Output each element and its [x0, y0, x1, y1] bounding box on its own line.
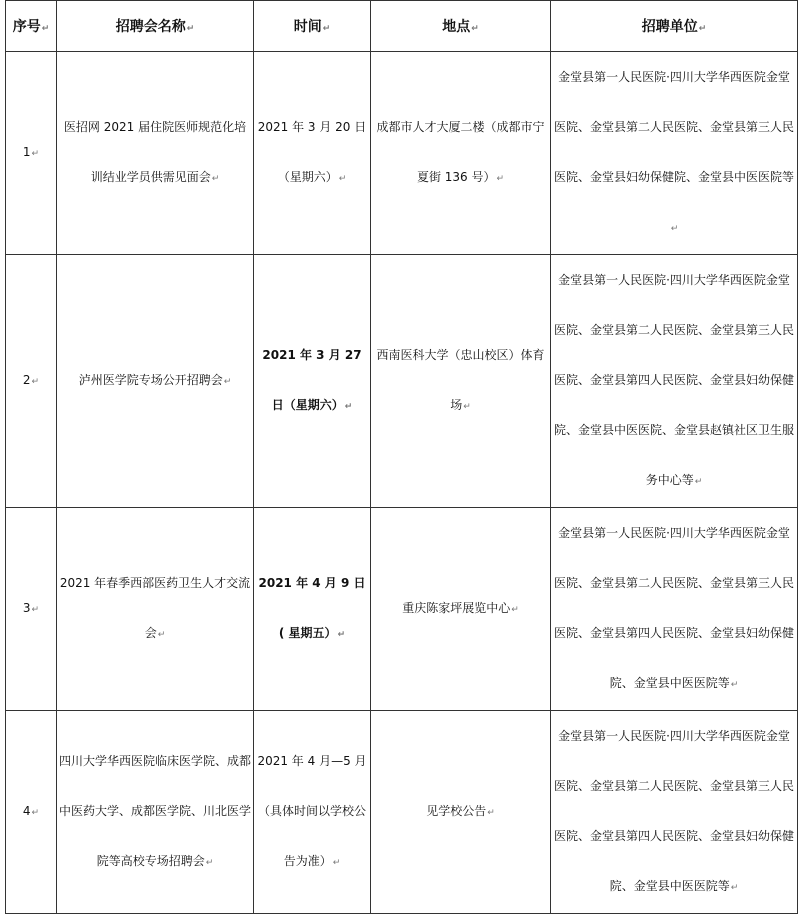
cell-units: 金堂县第一人民医院·四川大学华西医院金堂医院、金堂县第二人民医院、金堂县第三人民医院、金堂县第四人民医院、金堂县妇幼保健院、金堂县中医医院等↵	[551, 711, 798, 914]
cell-time: 2021 年 4 月 9 日( 星期五）↵	[254, 508, 371, 711]
cell-place: 重庆陈家坪展览中心↵	[371, 508, 551, 711]
cell-name: 四川大学华西医院临床医学院、成都中医药大学、成都医学院、川北医学院等高校专场招聘会↵	[57, 711, 254, 914]
cell-no: 1↵	[6, 52, 57, 255]
cell-time: 2021 年 3 月 20 日（星期六）↵	[254, 52, 371, 255]
cell-no: 2↵	[6, 255, 57, 508]
cell-units: 金堂县第一人民医院·四川大学华西医院金堂医院、金堂县第二人民医院、金堂县第三人民医院、金堂县妇幼保健院、金堂县中医医院等↵	[551, 52, 798, 255]
cell-no: 4↵	[6, 711, 57, 914]
cell-name: 医招网 2021 届住院医师规范化培训结业学员供需见面会↵	[57, 52, 254, 255]
cell-time: 2021 年 4 月—5 月（具体时间以学校公告为准）↵	[254, 711, 371, 914]
table-row	[6, 711, 798, 914]
cell-units: 金堂县第一人民医院·四川大学华西医院金堂医院、金堂县第二人民医院、金堂县第三人民医院、金堂县第四人民医院、金堂县妇幼保健院、金堂县中医医院等↵	[551, 508, 798, 711]
recruitment-table	[5, 0, 798, 914]
cell-place: 西南医科大学（忠山校区）体育场↵	[371, 255, 551, 508]
cell-place: 成都市人才大厦二楼（成都市宁夏街 136 号）↵	[371, 52, 551, 255]
table-row	[6, 255, 798, 508]
header-name: 招聘会名称↵	[57, 1, 254, 52]
header-no: 序号↵	[6, 1, 57, 52]
cell-time: 2021 年 3 月 27 日（星期六）↵	[254, 255, 371, 508]
cell-place: 见学校公告↵	[371, 711, 551, 914]
table-header-row	[6, 1, 798, 52]
cell-name: 2021 年春季西部医药卫生人才交流会↵	[57, 508, 254, 711]
table-row	[6, 508, 798, 711]
header-time: 时间↵	[254, 1, 371, 52]
cell-name: 泸州医学院专场公开招聘会↵	[57, 255, 254, 508]
header-place: 地点↵	[371, 1, 551, 52]
table-row	[6, 52, 798, 255]
header-units: 招聘单位↵	[551, 1, 798, 52]
cell-no: 3↵	[6, 508, 57, 711]
cell-units: 金堂县第一人民医院·四川大学华西医院金堂医院、金堂县第二人民医院、金堂县第三人民医院、金堂县第四人民医院、金堂县妇幼保健院、金堂县中医医院、金堂县赵镇社区卫生服务中心等↵	[551, 255, 798, 508]
